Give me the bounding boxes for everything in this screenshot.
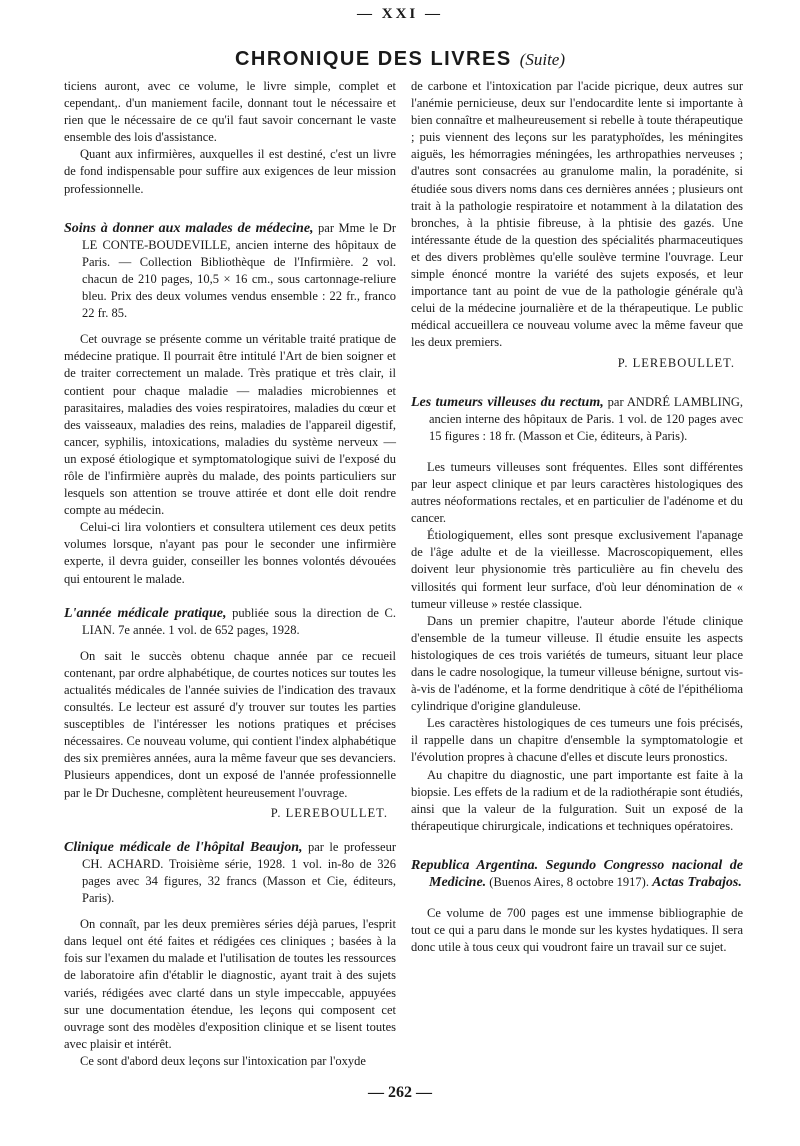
paragraph: Au chapitre du diagnostic, une part importante est faite à la biopsie. Les effets de la radium et de la radiothérapie sont étudiés, ainsi que la valeur de la fulguration. Suit un exposé de la thérapeutique chirurgicale, indications et techniques opératoires. [411, 767, 743, 833]
section-title: CHRONIQUE DES LIVRES [234, 48, 512, 70]
book-title: L'année médicale pratique, [64, 605, 227, 621]
book-entry-header [411, 394, 743, 445]
book-entry-header [64, 839, 396, 907]
page-roman-numeral: — XXI — [356, 6, 443, 22]
book-title-continued: Actas Trabajos. [652, 875, 742, 891]
paragraph: Quant aux infirmières, auxquelles il est destiné, c'est un livre de fond indispensable pour suffire aux exigences de leur mission professionnelle. [64, 147, 396, 196]
paragraph: Les tumeurs villeuses sont fréquentes. Elles sont différentes par leur aspect clinique et par leurs caractères histologiques des autres néoformations rectales, et en particulier de l'adénome et du cancer. [411, 459, 743, 526]
book-details: par Mme le Dr LE CONTE-BOUDEVILLE, ancien interne des hôpitaux de Paris. — Collection Bibliothèque de l'Infirmière. 2 vol. chacun de 210 pages, 10,5 × 16 cm., sous cartonnage-reliure bleu. Prix des deux volumes vendus ensemble : 22 fr., franco 22 fr. 85. [82, 220, 396, 321]
book-details: par le professeur CH. ACHARD. Troisième série, 1928. 1 vol. in-8o de 326 pages avec 34 figures, 32 francs (Masson et Cie, éditeurs, Paris). [82, 839, 396, 906]
section-heading [0, 48, 800, 71]
book-details: publiée sous la direction de C. LIAN. 7e année. 1 vol. de 652 pages, 1928. [82, 605, 397, 637]
book-title: Clinique médicale de l'hôpital Beaujon, [64, 839, 303, 855]
right-column [411, 78, 743, 956]
paragraph: Ce volume de 700 pages est une immense bibliographie de tout ce qui a paru dans le monde sur les kystes hydatiques. Il sera donc utile à tous ceux qui voudront faire un travail sur ce sujet. [411, 906, 743, 955]
book-entry-header [64, 605, 396, 639]
left-column [64, 78, 396, 1070]
signature: P. LEREBOULLET. [270, 805, 388, 820]
book-details: (Buenos Aires, 8 octobre 1917). [486, 875, 649, 890]
book-title: Soins à donner aux malades de médecine, [64, 220, 314, 236]
paragraph: Dans un premier chapitre, l'auteur aborde l'étude clinique d'ensemble de la tumeur villeuse. Il étudie ensuite les aspects histologiques de ces trois variétés de tumeurs, situant leur place dans le cadre nosologique, la tumeur villeuse bénigne, surtout vis-à-vis de l'adénome, et la forme dendritique à côté de l'épithélioma cylindrique d'origine glanduleuse. [411, 613, 743, 714]
book-details: par ANDRÉ LAMBLING, ancien interne des hôpitaux de Paris. 1 vol. de 120 pages avec 15 figures : 18 fr. (Masson et Cie, éditeurs, à Paris). [429, 394, 743, 443]
book-title: Republica Argentina. Segundo Congresso nacional de Medicine. [411, 857, 743, 891]
page-number: — 262 — [368, 1084, 432, 1101]
book-entry-header [411, 857, 743, 891]
paragraph: de carbone et l'intoxication par l'acide picrique, deux autres sur l'anémie pernicieuse, deux sur l'endocardite lente si importante à bien connaître et malheureusement si rebelle à toute thérapeutique ; puis viennent des leçons sur les paratyphoïdes, les méningites aiguës, les hémorragies méningées, les arthropathies nerveuses ; d'autres sont consacrées au granulome malin, la poradénite, si étudiée sous divers noms dans ces dernières années ; plusieurs ont trait à la pathologie respiratoire et notamment à la dilatation des bronches, à la phtisie fibreuse, à la phtisie des gazés. Une intéressante étude de la question des spécialités pharmaceutiques et des divers problèmes qu'elle soulève termine l'ouvrage. Leur simple énoncé montre la variété des sujets exposés, et leur importance tant au point de vue de la pathologie générale qu'à celui de la médecine journalière et de la thérapeutique. Le public médical accueillera ce nouveau volume avec la même faveur que les deux premiers. [411, 79, 743, 350]
section-suite: (Suite) [519, 50, 566, 69]
book-entry-header [64, 220, 396, 323]
paragraph: On sait le succès obtenu chaque année par ce recueil contenant, par ordre alphabétique, de courtes notices sur toutes les actualités médicales de l'année suivies de l'indication des travaux consultés. Le lecteur est assuré d'y trouver sur toutes les parties susceptibles de l'intéresser les notions pratiques et précises nécessaires. Ce nouveau volume, qui contient l'index alphabétique des six premières années, aura la même faveur que ses devanciers. Plusieurs appendices, dont un exposé de l'année professionnelle par le Dr Duchesne, complètent heureusement l'ouvrage. [64, 648, 396, 800]
signature: P. LEREBOULLET. [617, 355, 735, 370]
paragraph: Cet ouvrage se présente comme un véritable traité pratique de médecine pratique. Il pourrait être intitulé l'Art de bien soigner et de traiter correctement un malade. Très pratique et très clair, il contient pour chaque maladie — maladies microbiennes et parasitaires, maladies des voies respiratoires, maladies du cœur et des vaisseaux, maladies des reins, maladies de l'appareil digestif, cancer, syphilis, intoxications, maladies du système nerveux — un exposé étiologique et symptomatologique suivi de l'exposé du rôle de l'infirmière auprès du malade, des points particuliers sur lesquels son attention se trouve attirée et dont elle doit rendre compte au médecin. [64, 332, 396, 518]
paragraph: ticiens auront, avec ce volume, le livre simple, complet et cependant,. d'un maniement facile, donnant tout le nécessaire et rien que le nécessaire de ce qu'il faut savoir concernant le vaste ensemble des lois d'assistance. [64, 79, 396, 145]
paragraph: Ce sont d'abord deux leçons sur l'intoxication par l'oxyde [80, 1053, 366, 1068]
paragraph: Les caractères histologiques de ces tumeurs une fois précisés, il rappelle dans un chapitre d'ensemble la symptomatologie et l'évolution propres à chacune d'elles et discute leurs pronostics. [411, 716, 743, 765]
book-title: Les tumeurs villeuses du rectum, [411, 394, 604, 410]
paragraph: Celui-ci lira volontiers et consultera utilement ces deux petits volumes lorsque, n'ayant pas pour le seconder une infirmière experte, il devra guider, conseiller les bonnes volontés dévouées qui entourent le malade. [64, 520, 396, 586]
paragraph: On connaît, par les deux premières séries déjà parues, l'esprit dans lequel ont été faites et rédigées ces cliniques ; basées à la fois sur l'examen du malade et l'utilisation de toutes les ressources de laboratoire afin d'établir le diagnostic, ayant trait à des sujets variés, rédigées avec clarté dans un style impeccable, appuyées sur une documentation étendue, les leçons qui composent cet ouvrage sont des modèles d'exposition clinique et se lisent toutes avec plaisir et intérêt. [64, 917, 396, 1051]
paragraph: Étiologiquement, elles sont presque exclusivement l'apanage de l'âge adulte et de la vieillesse. Macroscopiquement, elles doivent leur physionomie très particulière au fin chevelu des villosités qui forment leur surface, d'où leur dénomination de « tumeur villeuse » restée classique. [411, 528, 743, 611]
